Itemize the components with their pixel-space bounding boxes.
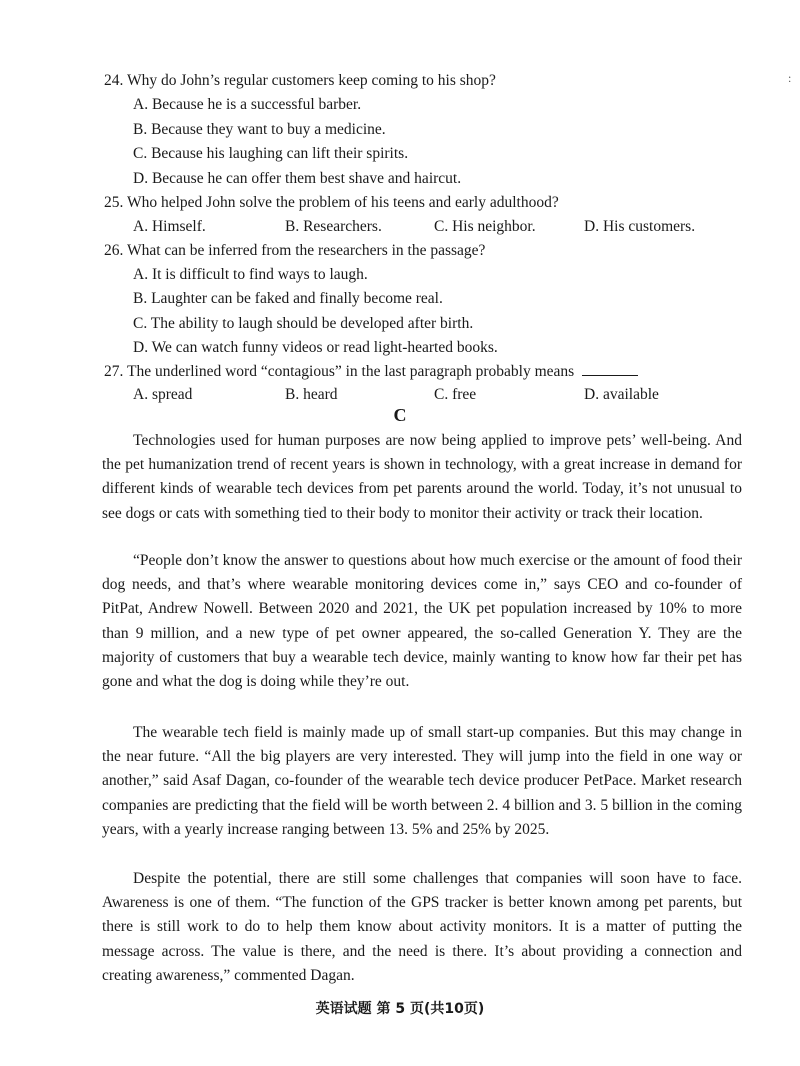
question-24-option-d: D. Because he can offer them best shave and haircut. (133, 170, 462, 187)
question-25-option-a: A. Himself. (133, 218, 206, 235)
passage-paragraph-3: The wearable tech field is mainly made up of small start-up companies. But this may change in the near future. “All the big players are very interested. They will jump into the field in one way or another,” said Asaf Dagan, co-founder of the wearable tech device producer PetPace. Market research companies are predicting that the field will be worth between 2. 4 billion and 3. 5 billion in the coming years, with a yearly increase ranging between 13. 5% and 25% by 2025. (102, 724, 742, 838)
question-24-option-c: C. Because his laughing can lift their spirits. (133, 145, 409, 162)
passage-paragraph-4: Despite the potential, there are still some challenges that companies will soon have to face. Awareness is one of them. “The function of the GPS tracker is better known among pet parents, but there is still work to do to help them know about activity monitors. It is a matter of putting the message across. The value is there, and the need is there. It’s about providing a connection and creating awareness,” commented Dagan. (102, 870, 742, 984)
question-26-option-d: D. We can watch funny videos or read light-hearted books. (133, 339, 498, 356)
question-24-stem: 24. Why do John’s regular customers keep coming to his shop? (104, 72, 496, 89)
question-24-option-a: A. Because he is a successful barber. (133, 96, 362, 113)
page-footer: 英语试题 第 5 页(共10页) (315, 1001, 485, 1017)
section-heading: C (393, 405, 407, 425)
question-27-option-a: A. spread (133, 386, 193, 403)
question-26-option-a: A. It is difficult to find ways to laugh. (133, 266, 368, 283)
margin-mark: : (788, 71, 792, 85)
question-27-option-c: C. free (434, 386, 477, 403)
question-26-stem: 26. What can be inferred from the researchers in the passage? (104, 242, 486, 259)
question-27-stem (104, 363, 638, 381)
question-25-stem: 25. Who helped John solve the problem of his teens and early adulthood? (104, 194, 559, 211)
question-25-option-d: D. His customers. (584, 218, 696, 235)
question-24-option-b: B. Because they want to buy a medicine. (133, 121, 386, 138)
passage-paragraph-2: “People don’t know the answer to questions about how much exercise or the amount of food their dog needs, and that’s where wearable monitoring devices come in,” says CEO and co-founder of PitPat, Andrew Nowell. Between 2020 and 2021, the UK pet population increased by 10% to more than 9 million, and a new type of pet owner appeared, the so-called Generation Y. They are the majority of customers that buy a wearable tech device, mainly wanting to know how far their pet has gone and what the dog is doing while they’re out. (102, 552, 742, 691)
passage-paragraph-1: Technologies used for human purposes are now being applied to improve pets’ well-being. And the pet humanization trend of recent years is shown in technology, with a great increase in demand for different kinds of wearable tech devices from pet parents around the world. Today, it’s not unusual to see dogs or cats with something tied to their body to monitor their activity or track their location. (102, 432, 742, 522)
answer-blank (582, 363, 638, 376)
question-25-option-b: B. Researchers. (285, 218, 382, 235)
question-26-option-b: B. Laughter can be faked and finally become real. (133, 290, 443, 307)
question-27-option-b: B. heard (285, 386, 338, 403)
question-26-option-c: C. The ability to laugh should be developed after birth. (133, 315, 474, 332)
question-27-option-d: D. available (584, 386, 659, 403)
question-25-option-c: C. His neighbor. (434, 218, 536, 235)
question-27-stem-text: 27. The underlined word “contagious” in the last paragraph probably means (104, 363, 575, 380)
